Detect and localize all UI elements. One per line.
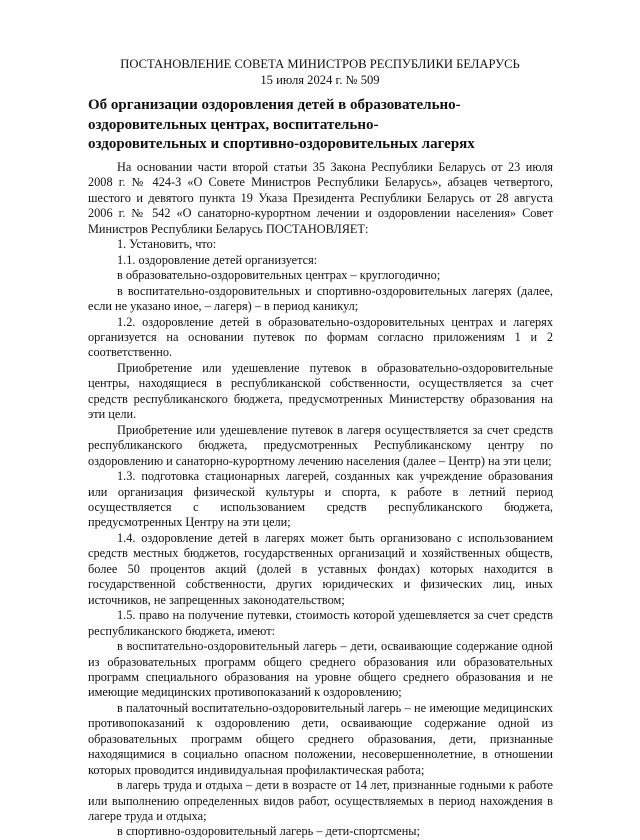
document-date-number: 15 июля 2024 г. № 509 xyxy=(260,73,380,87)
paragraph: 1.1. оздоровление детей организуется: xyxy=(117,252,318,267)
paragraph: 1.2. оздоровление детей в образовательно-оздоровительных центрах и лагерях организуется на основании путевок по формам согласно приложениям 1 и 2 соответственно. xyxy=(88,314,553,360)
title-line: Об организации оздоровления детей в образовательно- xyxy=(88,97,461,113)
title-line: оздоровительных центрах, воспитательно- xyxy=(88,116,379,133)
document-body xyxy=(88,160,553,840)
paragraph: Приобретение или удешевление путевок в лагеря осуществляется за счет средств республиканского бюджета, предусмотренных Республиканскому центру по оздоровлению и санаторно-курортному лечению населения (далее – Центр) на эти цели; xyxy=(88,422,553,468)
document-issuer: ПОСТАНОВЛЕНИЕ СОВЕТА МИНИСТРОВ РЕСПУБЛИКИ БЕЛАРУСЬ xyxy=(120,57,520,71)
title-line: оздоровительных и спортивно-оздоровительных лагерях xyxy=(88,136,475,152)
paragraph: 1.4. оздоровление детей в лагерях может быть организовано с использованием средств местных бюджетов, государственных организаций и хозяйственных обществ, более 50 процентов акций (долей в уставных фондах) которых находится в государственной собственности, других юридических и физических лиц, иных источников, не запрещенных законодательством; xyxy=(88,530,553,607)
paragraph: в воспитательно-оздоровительных и спортивно-оздоровительных лагерях (далее, если не указано иное, – лагеря) – в период каникул; xyxy=(88,283,553,314)
paragraph: 1.5. право на получение путевки, стоимость которой удешевляется за счет средств республиканского бюджета, имеют: xyxy=(88,608,553,638)
paragraph: в образовательно-оздоровительных центрах – круглогодично; xyxy=(117,268,441,283)
paragraph: 1. Установить, что: xyxy=(117,237,217,252)
paragraph: Приобретение или удешевление путевок в образовательно-оздоровительные центры, находящиеся в республиканской собственности, осуществляется за счет средств республиканского бюджета, предусмотренных Министерству образования на эти цели. xyxy=(88,360,553,422)
paragraph: 1.3. подготовка стационарных лагерей, созданных как учреждение образования или организация физической культуры и спорта, к работе в летний период осуществляется с использованием средств республиканского бюджета, предусмотренных Центру на эти цели; xyxy=(88,469,553,530)
document-title xyxy=(88,96,558,155)
paragraph: в воспитательно-оздоровительный лагерь – дети, осваивающие содержание одной из образовательных программ общего среднего образования или образовательных программ специального образования на уровне общего среднего образования и не имеющие медицинских противопоказаний к оздоровлению; xyxy=(88,639,553,700)
paragraph: в спортивно-оздоровительный лагерь – дети-спортсмены; xyxy=(117,824,420,839)
paragraph: в лагерь труда и отдыха – дети в возрасте от 14 лет, признанные годными к работе или выполнению определенных видов работ, осуществляемых в период нахождения в лагере труда и отдыха; xyxy=(88,778,553,824)
preamble-paragraph: На основании части второй статьи 35 Закона Республики Беларусь от 23 июля 2008 г. № 424-З «О Совете Министров Республики Беларусь», абзацев четвертого, шестого и девятого пункта 19 Указа Президента Республики Беларусь от 28 августа 2006 г. № 542 «О санаторно-курортном лечении и оздоровлении населения» Совет Министров Республики Беларусь ПОСТАНОВЛЯЕТ: xyxy=(88,160,553,236)
paragraph: в палаточный воспитательно-оздоровительный лагерь – не имеющие медицинских противопоказаний к оздоровлению дети, осваивающие содержание одной из образовательных программ общего среднего образования, дети, признанные находящимися в социально опасном положении, несовершеннолетние, в отношении которых проводится индивидуальная профилактическая работа; xyxy=(88,700,553,777)
